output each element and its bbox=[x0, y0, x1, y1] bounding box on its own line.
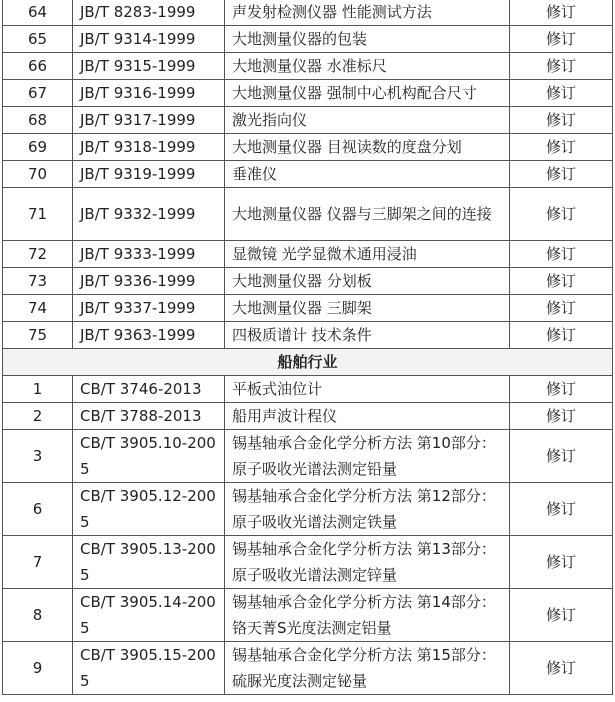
revision-type: 修订 bbox=[510, 107, 613, 134]
standard-code: CB/T 3905.15-2005 bbox=[73, 642, 225, 695]
row-number: 70 bbox=[3, 161, 73, 188]
table-row bbox=[3, 322, 613, 349]
revision-type: 修订 bbox=[510, 268, 613, 295]
revision-type: 修订 bbox=[510, 26, 613, 53]
row-number: 3 bbox=[3, 430, 73, 483]
standard-name: 垂准仪 bbox=[225, 161, 510, 188]
standard-code: JB/T 9332-1999 bbox=[73, 188, 225, 241]
standard-name: 锡基轴承合金化学分析方法 第12部分：原子吸收光谱法测定铁量 bbox=[225, 483, 510, 536]
standard-code: CB/T 3905.14-2005 bbox=[73, 589, 225, 642]
revision-type: 修订 bbox=[510, 241, 613, 268]
revision-type: 修订 bbox=[510, 134, 613, 161]
row-number: 2 bbox=[3, 403, 73, 430]
table-row bbox=[3, 107, 613, 134]
standard-name: 显微镜 光学显微术通用浸油 bbox=[225, 241, 510, 268]
standard-name: 大地测量仪器的包装 bbox=[225, 26, 510, 53]
table-row bbox=[3, 376, 613, 403]
revision-type: 修订 bbox=[510, 642, 613, 695]
row-number: 75 bbox=[3, 322, 73, 349]
standard-code: JB/T 8283-1999 bbox=[73, 0, 225, 26]
row-number: 9 bbox=[3, 642, 73, 695]
revision-type: 修订 bbox=[510, 536, 613, 589]
standard-name: 大地测量仪器 目视读数的度盘分划 bbox=[225, 134, 510, 161]
revision-type: 修订 bbox=[510, 188, 613, 241]
table-row bbox=[3, 26, 613, 53]
revision-type: 修订 bbox=[510, 589, 613, 642]
revision-type: 修订 bbox=[510, 322, 613, 349]
standard-name: 锡基轴承合金化学分析方法 第13部分：原子吸收光谱法测定锌量 bbox=[225, 536, 510, 589]
row-number: 66 bbox=[3, 53, 73, 80]
revision-type: 修订 bbox=[510, 295, 613, 322]
table-row bbox=[3, 642, 613, 695]
row-number: 73 bbox=[3, 268, 73, 295]
section-title: 船舶行业 bbox=[3, 349, 613, 376]
standards-table-body bbox=[3, 0, 613, 695]
row-number: 68 bbox=[3, 107, 73, 134]
section-header-row bbox=[3, 349, 613, 376]
standards-table bbox=[2, 0, 613, 695]
standard-name: 大地测量仪器 分划板 bbox=[225, 268, 510, 295]
table-row bbox=[3, 403, 613, 430]
standard-name: 四极质谱计 技术条件 bbox=[225, 322, 510, 349]
standard-name: 大地测量仪器 强制中心机构配合尺寸 bbox=[225, 80, 510, 107]
standard-code: JB/T 9319-1999 bbox=[73, 161, 225, 188]
standard-code: JB/T 9314-1999 bbox=[73, 26, 225, 53]
standard-code: JB/T 9316-1999 bbox=[73, 80, 225, 107]
table-row bbox=[3, 161, 613, 188]
standard-name: 大地测量仪器 三脚架 bbox=[225, 295, 510, 322]
standard-code: CB/T 3905.12-2005 bbox=[73, 483, 225, 536]
standard-code: CB/T 3788-2013 bbox=[73, 403, 225, 430]
table-row bbox=[3, 589, 613, 642]
standard-name: 激光指向仪 bbox=[225, 107, 510, 134]
standard-name: 大地测量仪器 水准标尺 bbox=[225, 53, 510, 80]
table-row bbox=[3, 188, 613, 241]
standard-name: 锡基轴承合金化学分析方法 第15部分：硫脲光度法测定铋量 bbox=[225, 642, 510, 695]
standard-name: 声发射检测仪器 性能测试方法 bbox=[225, 0, 510, 26]
table-row bbox=[3, 483, 613, 536]
standard-name: 锡基轴承合金化学分析方法 第10部分：原子吸收光谱法测定铅量 bbox=[225, 430, 510, 483]
table-row bbox=[3, 241, 613, 268]
standard-code: JB/T 9317-1999 bbox=[73, 107, 225, 134]
row-number: 6 bbox=[3, 483, 73, 536]
row-number: 67 bbox=[3, 80, 73, 107]
row-number: 72 bbox=[3, 241, 73, 268]
standard-code: JB/T 9333-1999 bbox=[73, 241, 225, 268]
standard-code: CB/T 3905.10-2005 bbox=[73, 430, 225, 483]
revision-type: 修订 bbox=[510, 483, 613, 536]
revision-type: 修订 bbox=[510, 430, 613, 483]
standard-code: CB/T 3746-2013 bbox=[73, 376, 225, 403]
standard-code: JB/T 9315-1999 bbox=[73, 53, 225, 80]
table-row bbox=[3, 0, 613, 26]
row-number: 71 bbox=[3, 188, 73, 241]
row-number: 69 bbox=[3, 134, 73, 161]
table-row bbox=[3, 80, 613, 107]
revision-type: 修订 bbox=[510, 0, 613, 26]
standard-code: JB/T 9363-1999 bbox=[73, 322, 225, 349]
revision-type: 修订 bbox=[510, 80, 613, 107]
revision-type: 修订 bbox=[510, 403, 613, 430]
revision-type: 修订 bbox=[510, 161, 613, 188]
revision-type: 修订 bbox=[510, 53, 613, 80]
standard-code: JB/T 9337-1999 bbox=[73, 295, 225, 322]
row-number: 8 bbox=[3, 589, 73, 642]
standard-code: JB/T 9336-1999 bbox=[73, 268, 225, 295]
table-row bbox=[3, 268, 613, 295]
standard-name: 船用声波计程仪 bbox=[225, 403, 510, 430]
table-row bbox=[3, 134, 613, 161]
standard-code: JB/T 9318-1999 bbox=[73, 134, 225, 161]
table-row bbox=[3, 295, 613, 322]
revision-type: 修订 bbox=[510, 376, 613, 403]
row-number: 65 bbox=[3, 26, 73, 53]
table-row bbox=[3, 536, 613, 589]
table-row bbox=[3, 53, 613, 80]
standard-name: 平板式油位计 bbox=[225, 376, 510, 403]
table-row bbox=[3, 430, 613, 483]
row-number: 74 bbox=[3, 295, 73, 322]
row-number: 64 bbox=[3, 0, 73, 26]
standard-name: 大地测量仪器 仪器与三脚架之间的连接 bbox=[225, 188, 510, 241]
row-number: 7 bbox=[3, 536, 73, 589]
row-number: 1 bbox=[3, 376, 73, 403]
standard-code: CB/T 3905.13-2005 bbox=[73, 536, 225, 589]
standard-name: 锡基轴承合金化学分析方法 第14部分：铬天菁S光度法测定铝量 bbox=[225, 589, 510, 642]
